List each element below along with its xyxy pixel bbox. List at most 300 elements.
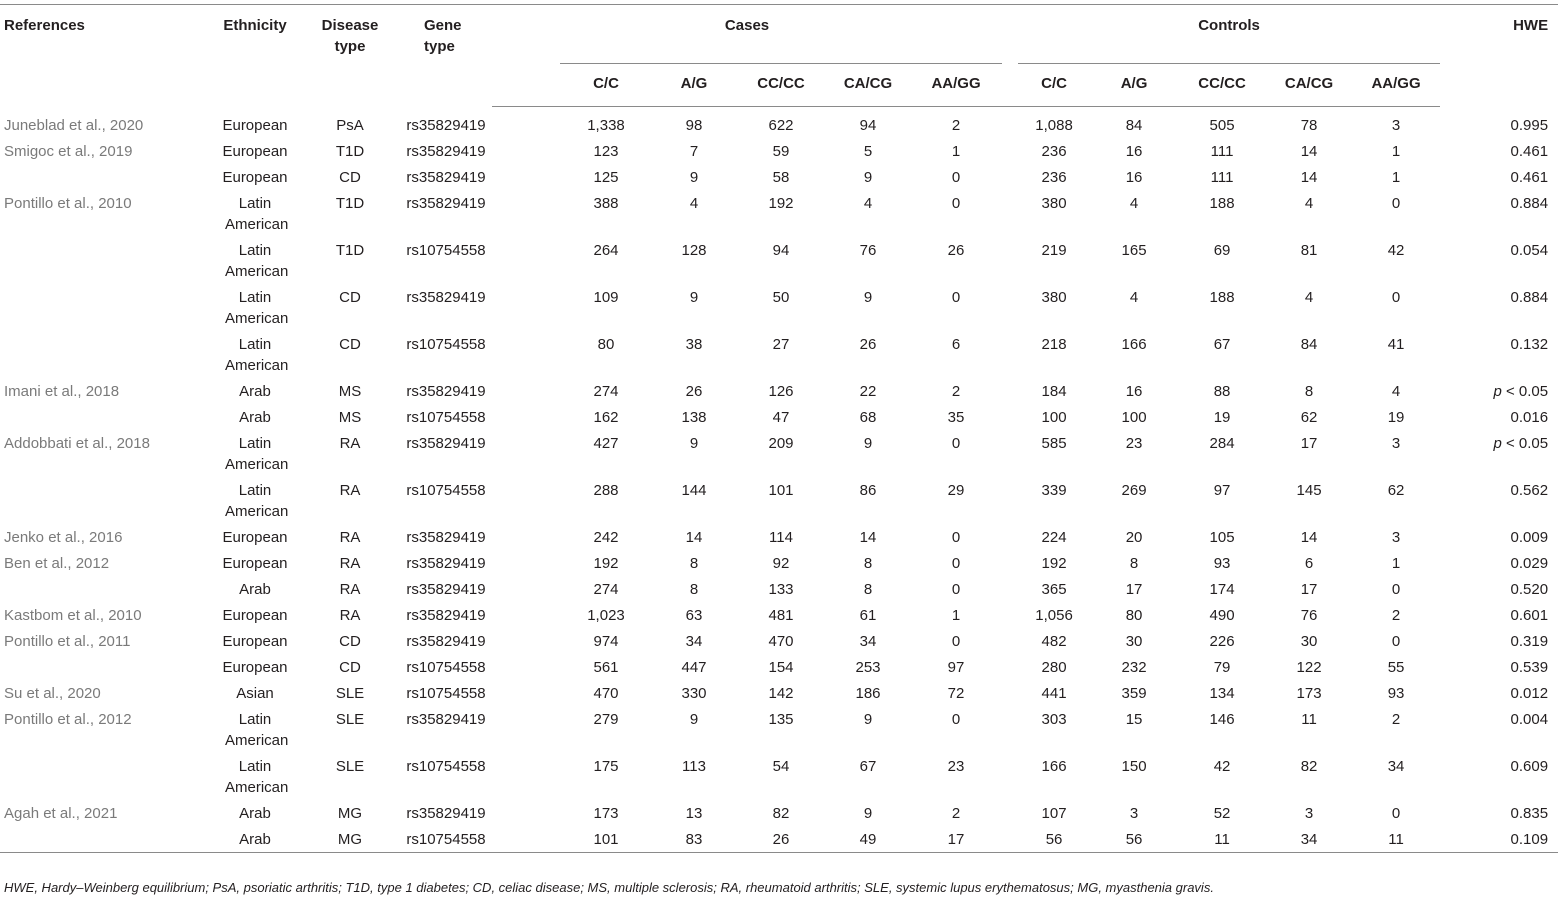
- cell-controls: 84: [1300, 336, 1318, 353]
- cell-cases: 1,338: [587, 117, 625, 134]
- cell-cases: 1: [951, 607, 961, 624]
- cell-hwe: [1440, 706, 1558, 753]
- cell-hwe: [1440, 826, 1558, 853]
- cell-controls: 93: [1213, 555, 1231, 572]
- cell-cases: 2: [951, 117, 961, 134]
- cell-gene: rs10754558: [406, 242, 486, 259]
- cell-controls: 111: [1210, 143, 1234, 160]
- cell-cases: 622: [768, 117, 794, 134]
- cell-controls: 81: [1300, 242, 1318, 259]
- cell-disease: PsA: [336, 116, 364, 134]
- cell-cases: 101: [560, 826, 652, 853]
- cell-controls: 174: [1209, 581, 1235, 598]
- cell-hwe: [1440, 190, 1558, 237]
- cell-controls: 4: [1391, 383, 1401, 400]
- cell-cases: 22: [859, 383, 877, 400]
- cell-ethnicity-text: Latin American: [225, 336, 289, 374]
- cell-cases: 9: [689, 711, 699, 728]
- cell-controls: 93: [1387, 685, 1405, 702]
- cell-controls: 62: [1300, 409, 1318, 426]
- cell-controls: 280: [1041, 659, 1067, 676]
- cell-ethnicity: Arab: [239, 805, 271, 822]
- cell-cases: 9: [863, 169, 873, 186]
- cell-controls: 0: [1391, 633, 1401, 650]
- cell-reference: [0, 477, 210, 524]
- cell-gap-mid: [1002, 550, 1018, 576]
- cell-cases: 82: [772, 805, 790, 822]
- cell-ethnicity: [210, 237, 300, 284]
- cell-gap-mid: [1002, 654, 1018, 680]
- cell-controls: 84: [1125, 117, 1143, 134]
- cell-gap: [492, 550, 560, 576]
- cell-gene: rs35829419: [406, 116, 486, 134]
- cell-gap-mid: [1002, 378, 1018, 404]
- cell-cases: 114: [769, 529, 793, 546]
- cell-cases: 14: [685, 529, 703, 546]
- cell-controls: 4: [1304, 195, 1314, 212]
- cell-hwe: [1440, 107, 1558, 139]
- sub-gap-mid: [1002, 64, 1018, 107]
- cell-controls: 100: [1121, 409, 1147, 426]
- cell-ethnicity-text: Latin American: [225, 242, 289, 280]
- cell-controls: 41: [1387, 336, 1405, 353]
- cell-disease: RA: [339, 482, 361, 499]
- cell-controls: 97: [1213, 482, 1231, 499]
- cell-hwe: [1440, 430, 1558, 477]
- cell-reference: [0, 576, 210, 602]
- cell-cases: 98: [685, 117, 703, 134]
- cell-controls: 218: [1041, 336, 1067, 353]
- cell-hwe-value: 0.016: [1510, 409, 1549, 426]
- cell-controls: 8: [1304, 383, 1314, 400]
- cell-hwe: [1440, 800, 1558, 826]
- cell-reference: [0, 331, 210, 378]
- cell-gene: rs35829419: [406, 607, 486, 624]
- cell-cases: 59: [772, 143, 790, 160]
- cell-cases: 0: [951, 633, 961, 650]
- cell-controls: 505: [1209, 117, 1235, 134]
- cell-cases: 123: [593, 143, 619, 160]
- cell-controls: 23: [1125, 435, 1143, 452]
- cell-reference: Imani et al., 2018: [4, 383, 120, 400]
- cell-gene: rs35829419: [406, 633, 486, 650]
- cell-cases: 135: [768, 711, 794, 728]
- cell-controls: 111: [1210, 169, 1234, 186]
- cell-disease: RA: [339, 607, 361, 624]
- cell-controls: 441: [1041, 685, 1067, 702]
- table-row: [0, 602, 1558, 628]
- cell-controls: 62: [1387, 482, 1405, 499]
- cell-reference: [0, 404, 210, 430]
- cell-ethnicity: [210, 706, 300, 753]
- cell-cases: 17: [910, 826, 1002, 853]
- cell-cases: 68: [859, 409, 877, 426]
- cell-gap-mid: [1002, 753, 1018, 800]
- table-row: [0, 628, 1558, 654]
- cell-hwe: [1440, 404, 1558, 430]
- cell-controls: 4: [1304, 289, 1314, 306]
- cell-controls: 3: [1391, 435, 1401, 452]
- cell-gene: rs35829419: [406, 195, 486, 212]
- cell-controls: 0: [1391, 581, 1401, 598]
- cell-disease: MS: [338, 409, 362, 426]
- cell-reference: [0, 237, 210, 284]
- cell-hwe: [1440, 138, 1558, 164]
- cell-cases: 125: [593, 169, 619, 186]
- cell-gap-mid: [1002, 524, 1018, 550]
- cell-controls: 52: [1213, 805, 1231, 822]
- cell-controls: 78: [1300, 117, 1318, 134]
- cell-cases: 186: [855, 685, 881, 702]
- cell-hwe: [1440, 628, 1558, 654]
- cell-cases: 470: [768, 633, 794, 650]
- cell-gene: rs10754558: [406, 336, 486, 353]
- cell-cases: 83: [652, 826, 736, 853]
- cell-gene: rs35829419: [406, 435, 486, 452]
- cell-gene: rs35829419: [406, 805, 486, 822]
- cell-gap-mid: [1002, 237, 1018, 284]
- cell-disease: RA: [339, 581, 361, 598]
- cell-controls: 184: [1041, 383, 1067, 400]
- cell-ethnicity-text: Latin American: [225, 435, 289, 473]
- table-row: [0, 524, 1558, 550]
- cell-controls: 6: [1304, 555, 1314, 572]
- cell-gap: [492, 404, 560, 430]
- cell-cases: 49: [826, 826, 910, 853]
- cell-cases: 4: [863, 195, 873, 212]
- cell-controls: 107: [1041, 805, 1067, 822]
- cell-gap: [492, 602, 560, 628]
- cell-hwe: [1440, 550, 1558, 576]
- cell-controls: 56: [1018, 826, 1090, 853]
- table-body: [0, 107, 1558, 853]
- table-row: [0, 430, 1558, 477]
- table-row: [0, 680, 1558, 706]
- cell-controls: 1: [1391, 555, 1401, 572]
- sub-cases-ag: A/G: [652, 64, 736, 107]
- cell-reference: Ben et al., 2012: [4, 555, 110, 572]
- cell-controls: 16: [1125, 383, 1143, 400]
- cell-controls: 20: [1125, 529, 1143, 546]
- cell-reference: Pontillo et al., 2012: [4, 711, 132, 728]
- cell-controls: 192: [1041, 555, 1067, 572]
- cell-controls: 1,056: [1035, 607, 1073, 624]
- cell-cases: 0: [951, 289, 961, 306]
- cell-gap: [492, 284, 560, 331]
- cell-gap-mid: [1002, 190, 1018, 237]
- cell-cases: 9: [863, 711, 873, 728]
- header-spacer: [1002, 5, 1018, 64]
- cell-gene: rs10754558: [406, 659, 486, 676]
- cell-controls: 188: [1209, 195, 1235, 212]
- cell-disease: RA: [339, 435, 361, 452]
- cell-gap-mid: [1002, 430, 1018, 477]
- cell-controls: 122: [1296, 659, 1322, 676]
- cell-hwe-value: 0.461: [1510, 143, 1549, 160]
- cell-disease: CD: [339, 336, 361, 353]
- cell-cases: 481: [768, 607, 794, 624]
- cell-cases: 27: [772, 336, 790, 353]
- cell-cases: 274: [593, 383, 619, 400]
- cell-cases: 7: [689, 143, 699, 160]
- table-row: [0, 237, 1558, 284]
- cell-gene: rs35829419: [406, 711, 486, 728]
- cell-cases: 8: [863, 555, 873, 572]
- cell-controls: 17: [1300, 581, 1318, 598]
- cell-cases: 14: [859, 529, 877, 546]
- cell-disease: SLE: [335, 758, 365, 775]
- cell-hwe-value: 0.029: [1510, 555, 1549, 572]
- cell-gene: rs10754558: [406, 482, 486, 499]
- cell-cases: 58: [772, 169, 790, 186]
- cell-disease: SLE: [335, 711, 365, 728]
- cell-cases: 279: [593, 711, 619, 728]
- cell-gap: [492, 654, 560, 680]
- cell-cases: 54: [772, 758, 790, 775]
- cell-controls: 173: [1296, 685, 1322, 702]
- cell-controls: 365: [1041, 581, 1067, 598]
- sub-controls-cc: C/C: [1018, 64, 1090, 107]
- table-row: [0, 138, 1558, 164]
- cell-ethnicity-text: Latin American: [225, 482, 289, 520]
- table-row: [0, 576, 1558, 602]
- cell-cases: 34: [859, 633, 877, 650]
- table-row: [0, 706, 1558, 753]
- genotype-table: [0, 4, 1558, 853]
- cell-cases: 113: [682, 758, 706, 775]
- cell-hwe: [1440, 331, 1558, 378]
- cell-controls: 224: [1041, 529, 1067, 546]
- cell-cases: 144: [681, 482, 707, 499]
- cell-cases: 8: [863, 581, 873, 598]
- cell-controls: 105: [1209, 529, 1235, 546]
- cell-cases: 9: [863, 805, 873, 822]
- cell-reference: [0, 164, 210, 190]
- cell-controls: 4: [1129, 289, 1139, 306]
- cell-gap: [492, 800, 560, 826]
- cell-controls: 76: [1300, 607, 1318, 624]
- cell-ethnicity: Asian: [236, 685, 274, 702]
- cell-cases: 138: [681, 409, 707, 426]
- cell-ethnicity: [210, 477, 300, 524]
- cell-ethnicity: [210, 331, 300, 378]
- sub-cases-cacg: CA/CG: [826, 64, 910, 107]
- cell-disease: CD: [339, 289, 361, 306]
- cell-ethnicity: [210, 753, 300, 800]
- cell-controls: 0: [1391, 195, 1401, 212]
- cell-ethnicity: European: [222, 659, 288, 676]
- cell-controls: 1: [1391, 169, 1401, 186]
- sub-cases-cccc: CC/CC: [736, 64, 826, 107]
- cell-cases: 162: [593, 409, 619, 426]
- cell-controls: 3: [1304, 805, 1314, 822]
- cell-cases: 67: [859, 758, 877, 775]
- cell-controls: 236: [1041, 169, 1067, 186]
- cell-gap-mid: [1002, 576, 1018, 602]
- cell-cases: 0: [951, 435, 961, 452]
- cell-hwe-value: 0.461: [1510, 169, 1549, 186]
- cell-controls: 0: [1391, 289, 1401, 306]
- sub-cases-aagg: AA/GG: [910, 64, 1002, 107]
- cell-controls: 188: [1209, 289, 1235, 306]
- cell-cases: 35: [947, 409, 965, 426]
- cell-cases: 9: [689, 435, 699, 452]
- cell-hwe-value: 0.054: [1510, 242, 1549, 259]
- cell-gap-mid: [1002, 404, 1018, 430]
- cell-controls: 165: [1121, 242, 1147, 259]
- cell-controls: 3: [1129, 805, 1139, 822]
- cell-controls: 67: [1213, 336, 1231, 353]
- cell-ethnicity: Arab: [210, 826, 300, 853]
- cell-reference: Pontillo et al., 2010: [4, 195, 132, 212]
- cell-controls: 14: [1300, 169, 1318, 186]
- cell-cases: 9: [689, 169, 699, 186]
- cell-controls: 236: [1041, 143, 1067, 160]
- cell-controls: 284: [1209, 435, 1235, 452]
- cell-controls: 1: [1391, 143, 1401, 160]
- cell-gap-mid: [1002, 107, 1018, 139]
- cell-controls: 11: [1178, 826, 1266, 853]
- header-hwe: HWE: [1513, 17, 1549, 34]
- cell-gap: [492, 138, 560, 164]
- cell-gap-mid: [1002, 602, 1018, 628]
- cell-reference: Pontillo et al., 2011: [4, 633, 131, 650]
- header-ethnicity: Ethnicity: [223, 17, 287, 34]
- cell-reference: [0, 826, 210, 853]
- cell-controls: 226: [1209, 633, 1235, 650]
- cell-controls: 150: [1121, 758, 1147, 775]
- cell-cases: 72: [947, 685, 965, 702]
- cell-reference: [0, 753, 210, 800]
- cell-reference: Jenko et al., 2016: [4, 529, 123, 546]
- sub-controls-aagg: AA/GG: [1352, 64, 1440, 107]
- cell-cases: 0: [951, 711, 961, 728]
- table-row: [0, 654, 1558, 680]
- cell-gap: [492, 430, 560, 477]
- cell-hwe-value: 0.884: [1510, 195, 1549, 212]
- cell-reference: Smigoc et al., 2019: [4, 143, 133, 160]
- cell-gene: rs35829419: [406, 169, 486, 186]
- cell-reference: [0, 284, 210, 331]
- cell-disease: T1D: [335, 195, 365, 212]
- cell-cases: 0: [951, 529, 961, 546]
- cell-cases: 274: [593, 581, 619, 598]
- cell-controls: 14: [1300, 529, 1318, 546]
- sub-cases-cc: C/C: [560, 64, 652, 107]
- cell-gene: rs35829419: [406, 555, 486, 572]
- cell-controls: 3: [1391, 529, 1401, 546]
- cell-cases: 0: [951, 581, 961, 598]
- cell-hwe: [1440, 524, 1558, 550]
- cell-disease: RA: [339, 529, 361, 546]
- cell-cases: 173: [593, 805, 619, 822]
- cell-cases: 26: [685, 383, 703, 400]
- cell-hwe-value: 0.995: [1510, 116, 1549, 134]
- cell-disease: RA: [339, 555, 361, 572]
- cell-cases: 61: [859, 607, 877, 624]
- cell-reference: [0, 654, 210, 680]
- cell-cases: 5: [863, 143, 873, 160]
- cell-controls: 17: [1300, 435, 1318, 452]
- cell-cases: 109: [593, 289, 619, 306]
- cell-cases: 101: [768, 482, 794, 499]
- cell-cases: 242: [593, 529, 619, 546]
- table-row: [0, 107, 1558, 139]
- cell-cases: 1,023: [587, 607, 625, 624]
- cell-cases: 4: [689, 195, 699, 212]
- cell-controls: 2: [1391, 711, 1401, 728]
- cell-hwe-value: 0.520: [1510, 581, 1549, 598]
- cell-gap-mid: [1002, 477, 1018, 524]
- cell-hwe-value: 0.004: [1510, 711, 1549, 728]
- cell-gap: [492, 164, 560, 190]
- cell-controls: 145: [1296, 482, 1322, 499]
- cell-hwe: [1440, 164, 1558, 190]
- cell-cases: 8: [689, 581, 699, 598]
- cell-gap-mid: [1002, 164, 1018, 190]
- cell-disease: MS: [338, 383, 362, 400]
- cell-gene: rs10754558: [400, 826, 492, 853]
- cell-ethnicity: European: [222, 529, 288, 546]
- cell-controls: 42: [1213, 758, 1231, 775]
- sub-controls-ag: A/G: [1090, 64, 1178, 107]
- cell-gap-mid: [1002, 284, 1018, 331]
- cell-disease: SLE: [335, 685, 365, 702]
- cell-cases: 2: [951, 383, 961, 400]
- header-references: References: [4, 17, 85, 34]
- table-row: [0, 164, 1558, 190]
- cell-hwe: [1440, 284, 1558, 331]
- cell-controls: 482: [1041, 633, 1067, 650]
- cell-hwe-value: 0.109: [1510, 831, 1549, 848]
- cell-gap: [492, 826, 560, 853]
- cell-gene: rs10754558: [406, 409, 486, 426]
- cell-gap: [492, 378, 560, 404]
- cell-controls: 303: [1041, 711, 1067, 728]
- cell-cases: 29: [947, 482, 965, 499]
- table-row: [0, 190, 1558, 237]
- sub-controls-cacg: CA/CG: [1266, 64, 1352, 107]
- cell-cases: 94: [859, 117, 877, 134]
- cell-controls: 359: [1121, 685, 1147, 702]
- header-cases: Cases: [724, 17, 770, 34]
- cell-gene: rs35829419: [406, 383, 486, 400]
- sub-controls-cccc: CC/CC: [1178, 64, 1266, 107]
- cell-controls: 88: [1213, 383, 1231, 400]
- cell-controls: 146: [1209, 711, 1235, 728]
- table-row: [0, 284, 1558, 331]
- header-gene-type-text: Gene type: [424, 17, 462, 55]
- cell-reference: Kastbom et al., 2010: [4, 607, 142, 624]
- cell-controls: 34: [1266, 826, 1352, 853]
- cell-disease: T1D: [335, 242, 365, 259]
- cell-ethnicity: [210, 430, 300, 477]
- cell-cases: 13: [685, 805, 703, 822]
- cell-cases: 142: [768, 685, 794, 702]
- cell-cases: 9: [689, 289, 699, 306]
- cell-controls: 2: [1391, 607, 1401, 624]
- cell-reference: Agah et al., 2021: [4, 805, 118, 822]
- cell-cases: 253: [855, 659, 881, 676]
- cell-disease: T1D: [335, 143, 365, 160]
- cell-cases: 175: [593, 758, 619, 775]
- cell-disease: CD: [339, 659, 361, 676]
- cell-ethnicity: [210, 190, 300, 237]
- cell-cases: 6: [951, 336, 961, 353]
- cell-cases: 9: [863, 435, 873, 452]
- cell-gap: [492, 107, 560, 139]
- cell-hwe-p: p: [1493, 435, 1502, 452]
